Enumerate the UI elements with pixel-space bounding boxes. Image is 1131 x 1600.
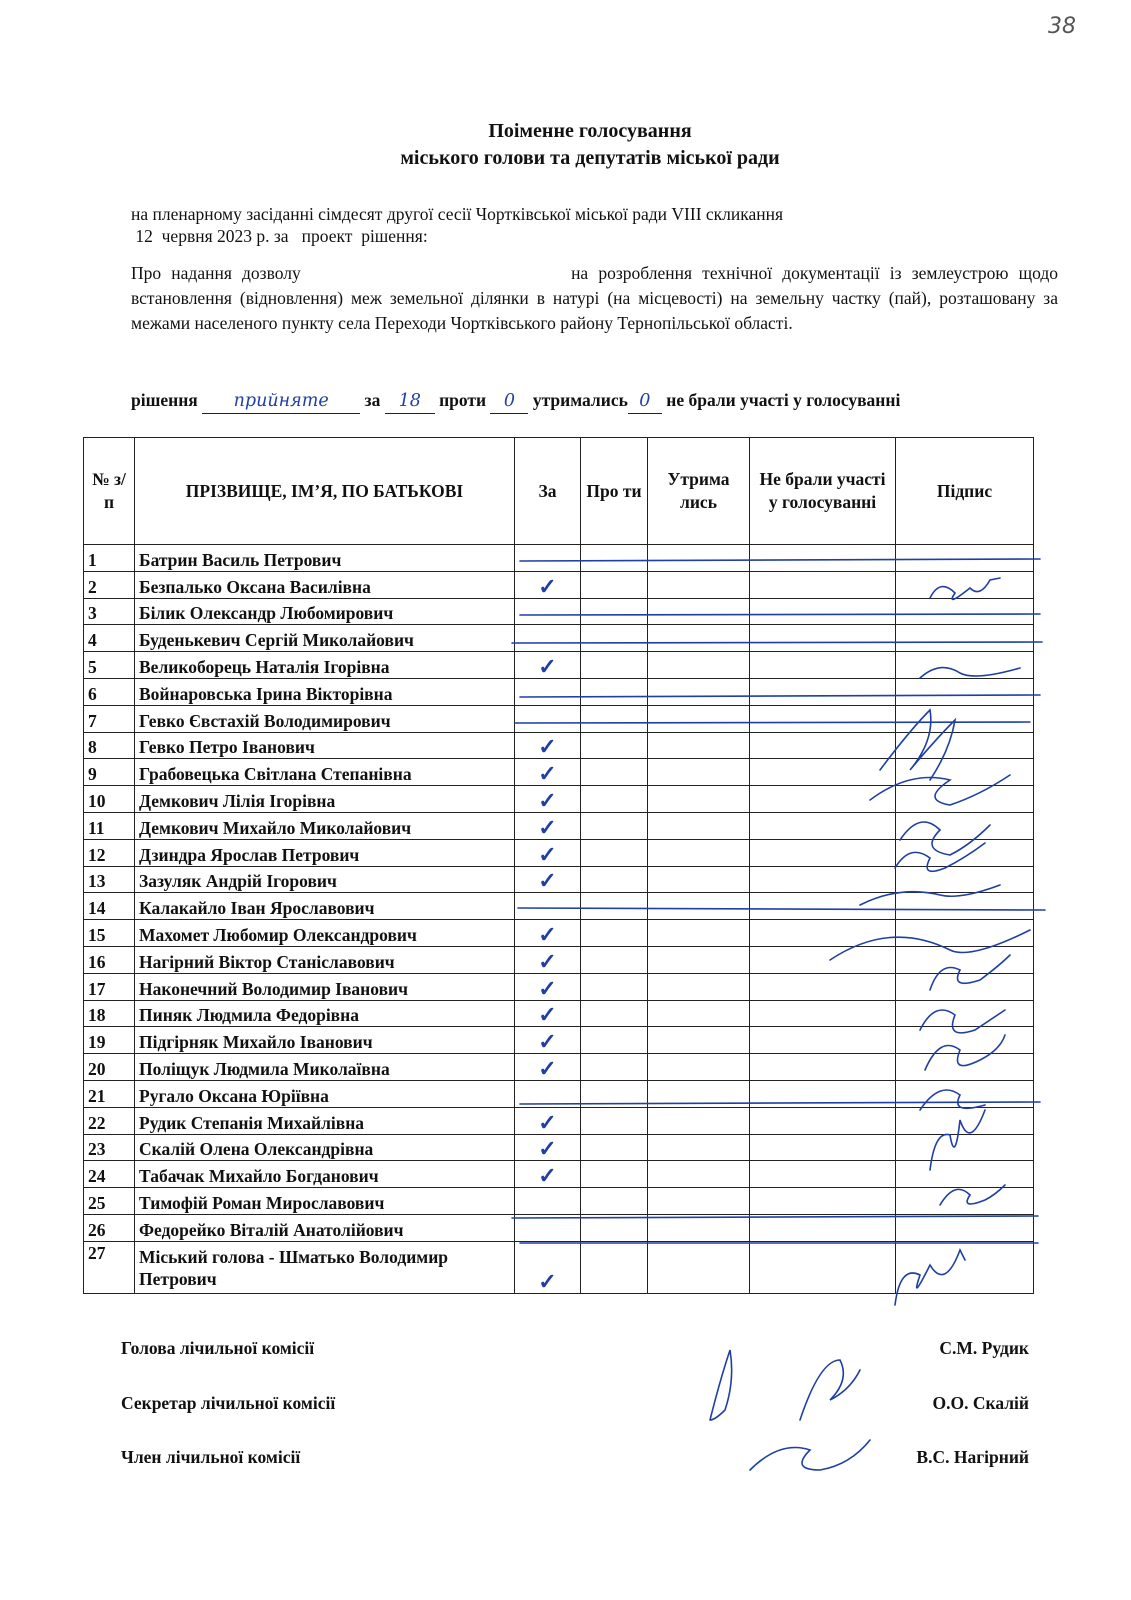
row-name: Скалій Олена Олександрівна bbox=[135, 1134, 515, 1161]
utrym-label: утримались bbox=[532, 390, 628, 410]
table-row bbox=[84, 678, 1034, 705]
row-num: 19 bbox=[84, 1027, 135, 1054]
decision-line bbox=[131, 388, 1061, 414]
row-za-check bbox=[515, 1080, 581, 1107]
proposal-part-1: Про надання дозволу bbox=[131, 263, 301, 283]
row-num: 21 bbox=[84, 1080, 135, 1107]
row-signature bbox=[896, 1107, 1034, 1134]
row-za-check: ✓ bbox=[515, 866, 581, 893]
table-row bbox=[84, 839, 1034, 866]
session-line-1: на пленарному засіданні сімдесят другої сесії Чортківської міської ради VIII скликання bbox=[131, 204, 784, 224]
row-za-check bbox=[515, 1214, 581, 1241]
row-name: Пиняк Людмила Федорівна bbox=[135, 1000, 515, 1027]
table-row bbox=[84, 1241, 1034, 1293]
table-row bbox=[84, 920, 1034, 947]
row-num: 11 bbox=[84, 812, 135, 839]
row-num: 13 bbox=[84, 866, 135, 893]
row-num: 18 bbox=[84, 1000, 135, 1027]
row-signature bbox=[896, 1161, 1034, 1188]
row-za-check: ✓ bbox=[515, 1134, 581, 1161]
row-name: Батрин Василь Петрович bbox=[135, 545, 515, 572]
row-signature bbox=[896, 839, 1034, 866]
header-proty: Про ти bbox=[581, 438, 648, 545]
commission-member-label: Член лічильної комісії bbox=[121, 1447, 301, 1467]
row-num: 16 bbox=[84, 946, 135, 973]
row-num: 4 bbox=[84, 625, 135, 652]
row-za-check: ✓ bbox=[515, 1107, 581, 1134]
row-name: Міський голова - Шматько Володимир Петрович bbox=[135, 1241, 515, 1293]
row-signature bbox=[896, 786, 1034, 813]
header-nebraly: Не брали участі у голосуванні bbox=[750, 438, 896, 545]
row-signature bbox=[896, 1241, 1034, 1293]
row-za-check: ✓ bbox=[515, 1027, 581, 1054]
row-signature bbox=[896, 571, 1034, 598]
row-num: 1 bbox=[84, 545, 135, 572]
table-row bbox=[84, 571, 1034, 598]
proty-count: 0 bbox=[490, 389, 528, 414]
row-signature bbox=[896, 678, 1034, 705]
row-num: 20 bbox=[84, 1054, 135, 1081]
commission-head-label: Голова лічильної комісії bbox=[121, 1338, 315, 1358]
row-name: Калакайло Іван Ярославович bbox=[135, 893, 515, 920]
row-signature bbox=[896, 759, 1034, 786]
row-name: Нагірний Віктор Станіславович bbox=[135, 946, 515, 973]
table-row bbox=[84, 759, 1034, 786]
row-name: Дзиндра Ярослав Петрович bbox=[135, 839, 515, 866]
table-row bbox=[84, 705, 1034, 732]
row-name: Демкович Лілія Ігорівна bbox=[135, 786, 515, 813]
row-name: Войнаровська Ірина Вікторівна bbox=[135, 678, 515, 705]
row-name: Безпалько Оксана Василівна bbox=[135, 571, 515, 598]
row-za-check: ✓ bbox=[515, 786, 581, 813]
table-row bbox=[84, 1054, 1034, 1081]
row-num: 6 bbox=[84, 678, 135, 705]
table-row bbox=[84, 1134, 1034, 1161]
row-num: 10 bbox=[84, 786, 135, 813]
table-row bbox=[84, 893, 1034, 920]
nebraly-label: не брали участі у голосуванні bbox=[666, 390, 901, 410]
table-row bbox=[84, 973, 1034, 1000]
table-row bbox=[84, 1214, 1034, 1241]
row-signature bbox=[896, 545, 1034, 572]
row-num: 7 bbox=[84, 705, 135, 732]
proty-label: проти bbox=[439, 390, 487, 410]
row-signature bbox=[896, 1054, 1034, 1081]
row-signature bbox=[896, 812, 1034, 839]
row-signature bbox=[896, 1080, 1034, 1107]
row-za-check: ✓ bbox=[515, 973, 581, 1000]
row-name: Ругало Оксана Юріївна bbox=[135, 1080, 515, 1107]
row-name: Наконечний Володимир Іванович bbox=[135, 973, 515, 1000]
row-name: Демкович Михайло Миколайович bbox=[135, 812, 515, 839]
row-num: 5 bbox=[84, 652, 135, 679]
row-signature bbox=[896, 1134, 1034, 1161]
row-signature bbox=[896, 1188, 1034, 1215]
signature-scribble bbox=[750, 1440, 870, 1470]
row-num: 14 bbox=[84, 893, 135, 920]
row-name: Табачак Михайло Богданович bbox=[135, 1161, 515, 1188]
row-signature bbox=[896, 946, 1034, 973]
row-za-check: ✓ bbox=[515, 1000, 581, 1027]
row-signature bbox=[896, 598, 1034, 625]
header-utrym: Утрима лись bbox=[648, 438, 750, 545]
row-num: 17 bbox=[84, 973, 135, 1000]
row-num: 3 bbox=[84, 598, 135, 625]
header-num: № з/п bbox=[84, 438, 135, 545]
table-row bbox=[84, 652, 1034, 679]
row-za-check: ✓ bbox=[515, 652, 581, 679]
row-za-check: ✓ bbox=[515, 920, 581, 947]
row-num: 15 bbox=[84, 920, 135, 947]
commission-head-name: С.М. Рудик bbox=[939, 1338, 1029, 1358]
table-row bbox=[84, 1027, 1034, 1054]
document-title: Поіменне голосування bbox=[488, 120, 692, 142]
row-za-check: ✓ bbox=[515, 839, 581, 866]
row-za-check bbox=[515, 625, 581, 652]
row-za-check: ✓ bbox=[515, 1241, 581, 1293]
header-name: ПРІЗВИЩЕ, ІМ’Я, ПО БАТЬКОВІ bbox=[135, 438, 515, 545]
table-row bbox=[84, 1107, 1034, 1134]
row-name: Поліщук Людмила Миколаївна bbox=[135, 1054, 515, 1081]
decision-label: рішення bbox=[131, 390, 198, 410]
signature-scribble bbox=[800, 1360, 860, 1420]
row-za-check: ✓ bbox=[515, 759, 581, 786]
row-za-check: ✓ bbox=[515, 732, 581, 759]
row-za-check: ✓ bbox=[515, 1054, 581, 1081]
table-row bbox=[84, 732, 1034, 759]
row-num: 9 bbox=[84, 759, 135, 786]
row-signature bbox=[896, 652, 1034, 679]
row-name: Підгірняк Михайло Іванович bbox=[135, 1027, 515, 1054]
table-row bbox=[84, 545, 1034, 572]
row-name: Великоборець Наталія Ігорівна bbox=[135, 652, 515, 679]
row-num: 26 bbox=[84, 1214, 135, 1241]
row-za-check bbox=[515, 598, 581, 625]
table-row bbox=[84, 866, 1034, 893]
row-num: 23 bbox=[84, 1134, 135, 1161]
table-row bbox=[84, 946, 1034, 973]
table-row bbox=[84, 598, 1034, 625]
commission-secretary-label: Секретар лічильної комісії bbox=[121, 1393, 336, 1413]
row-signature bbox=[896, 705, 1034, 732]
row-name: Гевко Петро Іванович bbox=[135, 732, 515, 759]
utrym-count: 0 bbox=[628, 389, 662, 414]
row-signature bbox=[896, 1214, 1034, 1241]
za-label: за bbox=[364, 390, 381, 410]
row-za-check bbox=[515, 678, 581, 705]
row-signature bbox=[896, 973, 1034, 1000]
session-line-2: 12 червня 2023 р. за проект рішення: bbox=[131, 226, 428, 246]
row-za-check bbox=[515, 1188, 581, 1215]
row-signature bbox=[896, 625, 1034, 652]
table-row bbox=[84, 786, 1034, 813]
row-za-check bbox=[515, 705, 581, 732]
row-num: 25 bbox=[84, 1188, 135, 1215]
table-row bbox=[84, 1080, 1034, 1107]
proposal-text bbox=[131, 261, 1058, 336]
row-name: Грабовецька Світлана Степанівна bbox=[135, 759, 515, 786]
row-signature bbox=[896, 1027, 1034, 1054]
row-name: Махомет Любомир Олександрович bbox=[135, 920, 515, 947]
row-signature bbox=[896, 866, 1034, 893]
row-name: Буденькевич Сергій Миколайович bbox=[135, 625, 515, 652]
row-name: Гевко Євстахій Володимирович bbox=[135, 705, 515, 732]
document-subtitle: міського голови та депутатів міської ради bbox=[400, 147, 780, 169]
voting-table bbox=[83, 437, 1034, 1294]
row-name: Зазуляк Андрій Ігорович bbox=[135, 866, 515, 893]
row-za-check bbox=[515, 893, 581, 920]
row-signature bbox=[896, 893, 1034, 920]
commission-secretary-name: О.О. Скалій bbox=[932, 1393, 1029, 1413]
row-num: 8 bbox=[84, 732, 135, 759]
row-num: 22 bbox=[84, 1107, 135, 1134]
row-num: 2 bbox=[84, 571, 135, 598]
row-za-check: ✓ bbox=[515, 1161, 581, 1188]
row-za-check: ✓ bbox=[515, 812, 581, 839]
table-row bbox=[84, 625, 1034, 652]
row-za-check: ✓ bbox=[515, 571, 581, 598]
table-row bbox=[84, 1188, 1034, 1215]
row-name: Рудик Степанія Михайлівна bbox=[135, 1107, 515, 1134]
table-row bbox=[84, 812, 1034, 839]
signature-scribble bbox=[710, 1350, 732, 1420]
table-row bbox=[84, 1000, 1034, 1027]
header-za: За bbox=[515, 438, 581, 545]
row-za-check bbox=[515, 545, 581, 572]
header-signature: Підпис bbox=[896, 438, 1034, 545]
table-header-row bbox=[84, 438, 1034, 545]
row-num: 24 bbox=[84, 1161, 135, 1188]
commission-member-name: В.С. Нагірний bbox=[916, 1447, 1029, 1467]
row-signature bbox=[896, 920, 1034, 947]
proposal-part-2: на розроблення технічної документації із землеустрою щодо встановлення (відновлення) меж земельної ділянки в натурі (на місцевості) на земельну частку (пай), розташовану за межами населеного пункту села Переходи Чортківського району Тернопільської області. bbox=[131, 263, 1058, 333]
table-row bbox=[84, 1161, 1034, 1188]
row-name: Федорейко Віталій Анатолійович bbox=[135, 1214, 515, 1241]
row-signature bbox=[896, 1000, 1034, 1027]
session-info bbox=[131, 203, 1011, 247]
row-signature bbox=[896, 732, 1034, 759]
row-name: Білик Олександр Любомирович bbox=[135, 598, 515, 625]
row-za-check: ✓ bbox=[515, 946, 581, 973]
decision-result: прийняте bbox=[202, 389, 360, 414]
row-num: 27 bbox=[84, 1241, 135, 1293]
page-number: 38 bbox=[1048, 14, 1076, 39]
row-num: 12 bbox=[84, 839, 135, 866]
za-count: 18 bbox=[385, 389, 435, 414]
row-name: Тимофій Роман Мирославович bbox=[135, 1188, 515, 1215]
